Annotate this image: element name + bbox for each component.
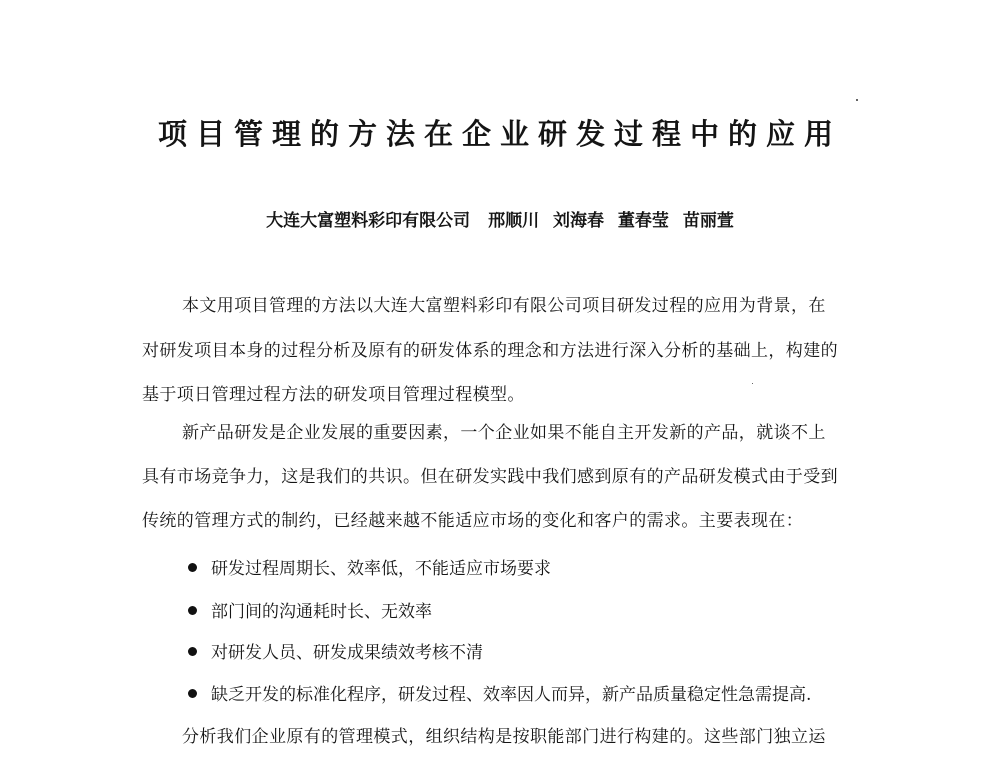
paragraph-line: 基于项日管理过程方法的研发项目管理过程模型。	[142, 385, 525, 405]
bullet-text: 部门间的沟通耗时长、无效率	[211, 602, 432, 622]
bullet-icon	[188, 647, 197, 656]
company-name: 大连大富塑料彩印有限公司	[266, 211, 471, 231]
paragraph-line: 新产品研发是企业发展的重要因素，一个企业如果不能自主开发新的产品，就谈不上	[182, 423, 826, 443]
bullet-icon	[188, 563, 197, 572]
paragraph-line: 分析我们企业原有的管理模式，组织结构是按职能部门进行构建的。这些部门独立运	[182, 727, 826, 747]
bullet-icon	[188, 606, 197, 615]
bullet-item	[188, 554, 868, 579]
author-line	[0, 206, 1000, 231]
author-name: 苗丽萱	[682, 211, 734, 231]
author-name: 邢顺川	[488, 211, 540, 231]
paragraph-line: 传统的管理方式的制约，已经越来越不能适应市场的变化和客户的需求。主要表现在：	[142, 511, 804, 531]
bullet-text: 研发过程周期长、效率低，不能适应市场要求	[211, 559, 551, 579]
bullet-icon	[188, 689, 197, 698]
bullet-item	[188, 638, 868, 663]
paragraph-line: 对研发项目本身的过程分析及原有的研发体系的理念和方法进行深入分析的基础上，构建的	[142, 341, 838, 361]
paragraph-line: 具有市场竞争力，这是我们的共识。但在研发实践中我们感到原有的产品研发模式由于受到	[142, 467, 838, 487]
author-name: 刘海春	[553, 211, 604, 231]
bullet-text: 缺乏开发的标准化程序，研发过程、效率因人而异，新产品质量稳定性急需提高.	[211, 685, 812, 705]
bullet-text: 对研发人员、研发成果绩效考核不清	[211, 643, 483, 663]
paragraph-line: 本文用项目管理的方法以大连大富塑料彩印有限公司项目研发过程的应用为背景，在	[182, 296, 826, 316]
scan-speck	[856, 99, 858, 101]
bullet-item	[188, 597, 868, 622]
author-name: 董春莹	[617, 211, 669, 231]
bullet-item	[188, 680, 868, 705]
document-title: 项目管理的方法在企业研发过程中的应用	[157, 117, 842, 151]
